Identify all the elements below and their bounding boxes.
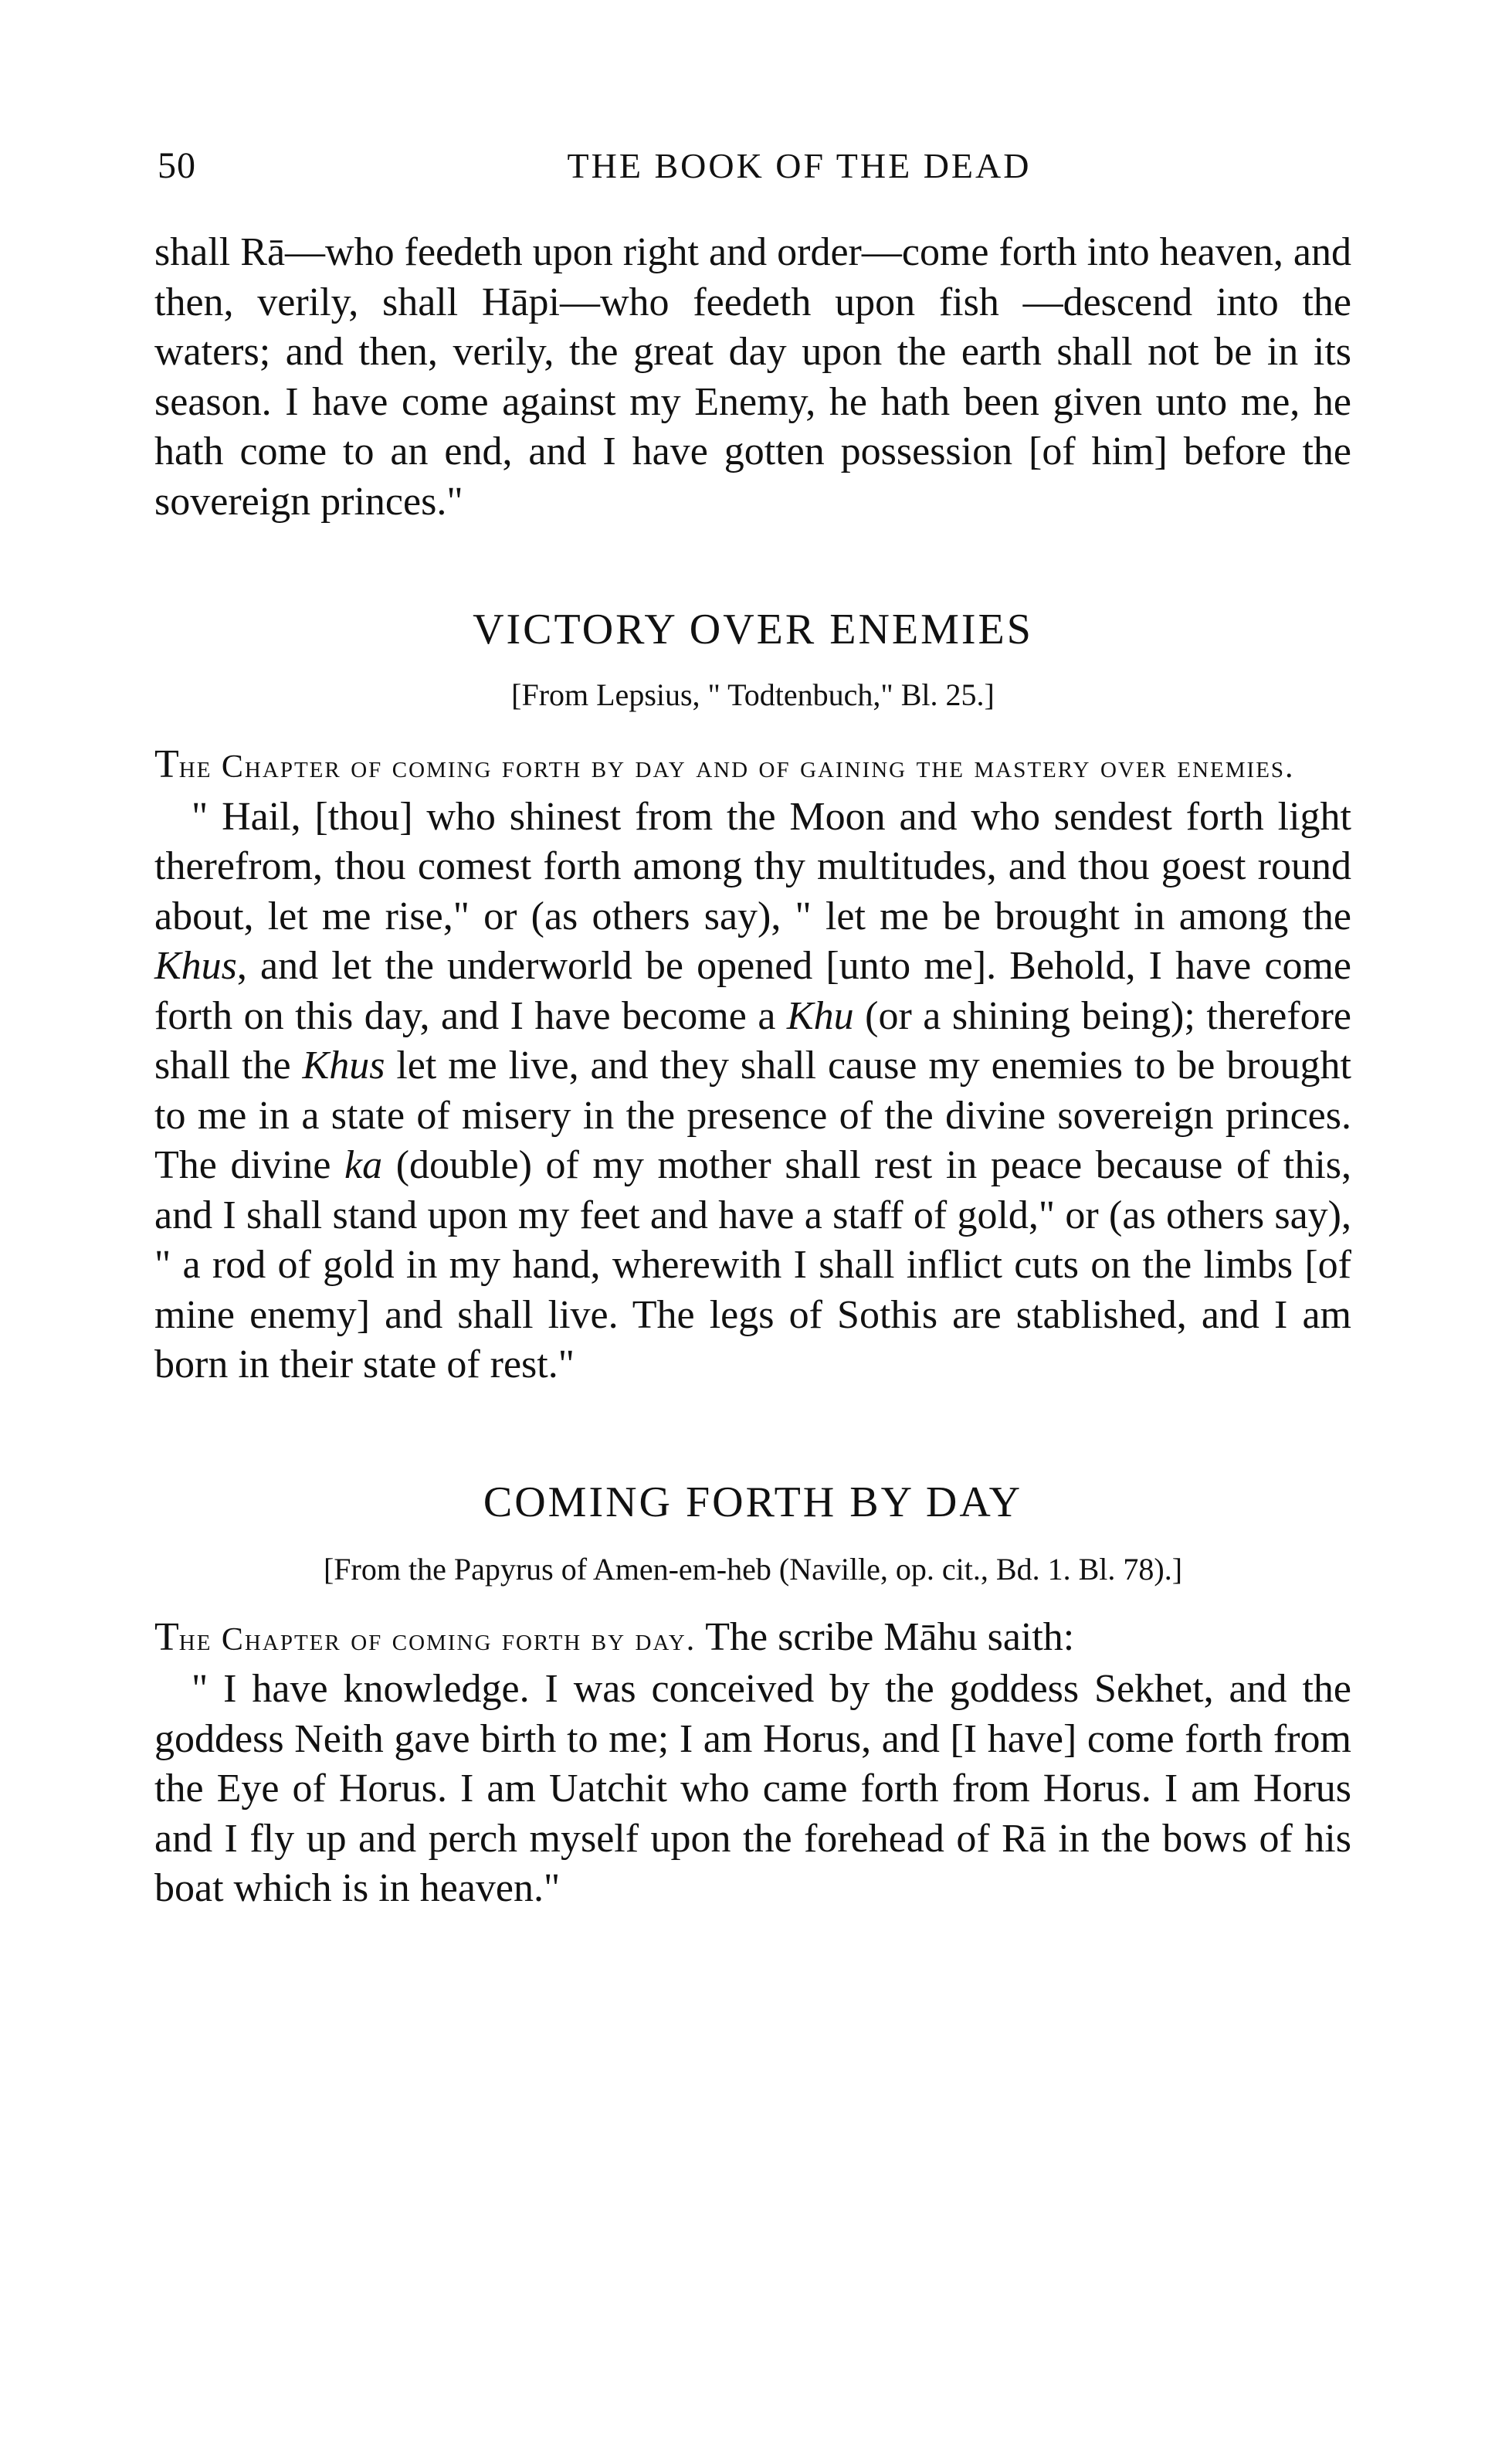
italic-term: Khus [154,944,237,988]
body-text [154,228,1351,1914]
text-run: (double) of my mother shall rest in peace because of this, and I shall stand upon my feet and have a staff of gold," or (as others say), " a rod of gold in my hand, wherewith I shall inflict cuts on the limbs [of mine enemy] and shall live. The legs of Sothis are stablished, and I am born in their state of rest." [154,1143,1351,1386]
source-note-victory: [From Lepsius, " Todtenbuch," Bl. 25.] [511,677,995,712]
caption-initial: T [154,742,179,786]
caption-tail: The scribe Māhu saith: [696,1614,1075,1659]
text-run: , and let the underworld be opened [unto me]. Behold, I have come forth on this day, and I have become a [154,944,1351,1038]
caption-small-caps: he Chapter of coming forth by day. [178,1621,697,1658]
chapter-caption-victory [154,740,1351,792]
opening-paragraph: shall Rā—who feedeth upon right and order—come forth into heaven, and then, verily, shall Hāpi—who feedeth upon fish —descend into the waters; and then, verily, the great day upon the earth shall not be in its season. I have come against my Enemy, he hath been given unto me, he hath come to an end, and I have gotten possession [of him] before the sovereign princes." [154,230,1351,524]
italic-term: ka [344,1143,383,1187]
paragraph-victory [154,792,1351,1390]
section-heading-victory: VICTORY OVER ENEMIES [473,606,1033,653]
caption-small-caps: he Chapter of coming forth by day and of gaining the mastery over enemies. [178,749,1295,785]
source-note-coming-forth: [From the Papyrus of Amen-em-heb (Naville, op. cit., Bd. 1. Bl. 78).] [323,1551,1183,1587]
running-head [154,139,1359,193]
italic-term: Khu [786,993,854,1038]
chapter-caption-coming-forth [154,1613,1351,1665]
text-run: " Hail, [thou] who shinest from the Moon and who sendest forth light therefrom, thou comest forth among thy multitudes, and thou goest round about, let me rise," or (as others say), " let me be brought in among the [154,794,1351,938]
caption-initial: T [154,1614,179,1659]
section-heading-coming-forth: COMING FORTH BY DAY [483,1478,1023,1526]
paragraph-coming-forth: " I have knowledge. I was conceived by the goddess Sekhet, and the goddess Neith gave birth to me; I am Horus, and [I have] come forth from the Eye of Horus. I am Uatchit who came forth from Horus. I am Horus and I fly up and perch myself upon the forehead of Rā in the bows of his boat which is in heaven." [154,1667,1351,1910]
page-number: 50 [158,145,196,186]
running-title: THE BOOK OF THE DEAD [567,146,1032,185]
italic-term: Khus [302,1044,385,1088]
text-run: (or a shining being); therefore shall the [154,993,1351,1088]
text-run: let me live, and they shall cause my enemies to be brought to me in a state of misery in the presence of the divine sovereign princes. The divine [154,1044,1351,1187]
